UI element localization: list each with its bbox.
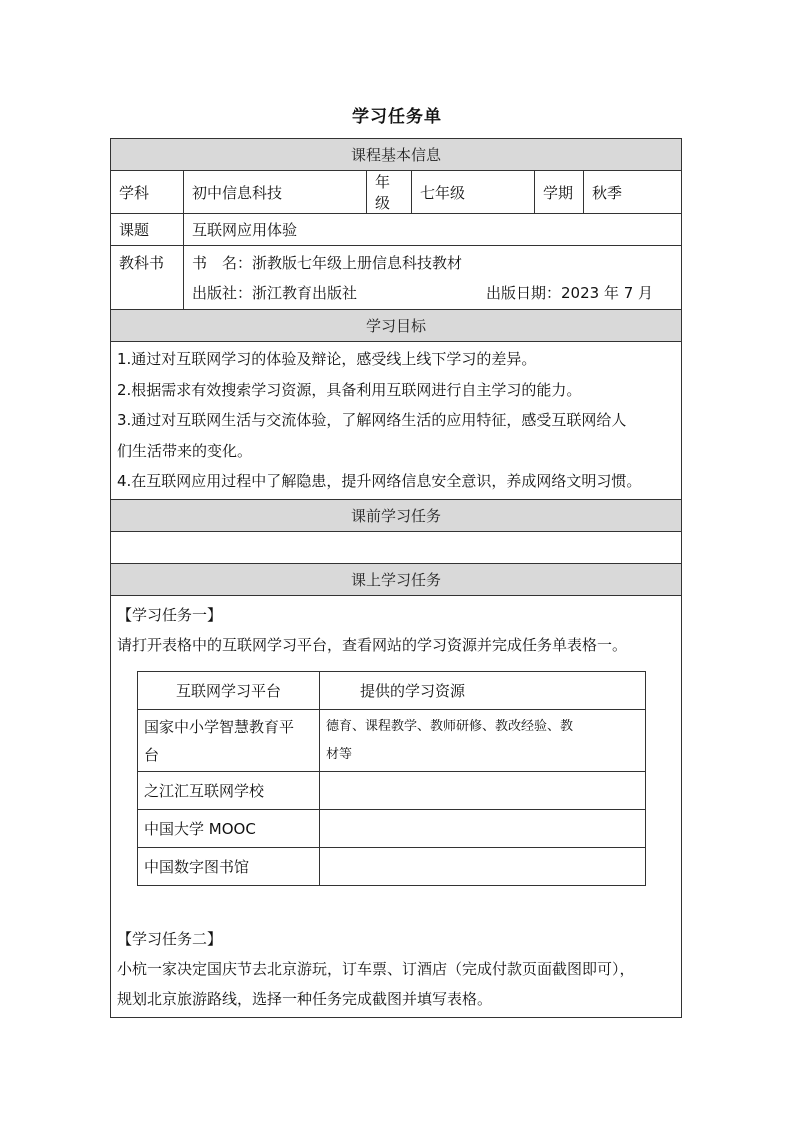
- platform-cell: [138, 710, 320, 772]
- table-row: [138, 810, 646, 848]
- publish-date: 出版日期：2023 年 7 月: [486, 284, 654, 302]
- resource-cell[interactable]: [320, 772, 646, 810]
- objective-item: 4.在互联网应用过程中了解隐患，提升网络信息安全意识，养成网络文明习惯。: [117, 472, 642, 491]
- objective-item: 1.通过对互联网学习的体验及辩论，感受线上线下学习的差异。: [117, 350, 537, 369]
- subject-value: 初中信息科技: [184, 171, 367, 214]
- resource-cell[interactable]: [320, 848, 646, 886]
- publisher-line: [192, 278, 673, 308]
- objective-item: 们生活带来的变化。: [117, 441, 253, 460]
- platform-name-line: 台: [144, 745, 160, 764]
- objectives-list: [111, 342, 682, 500]
- objectives-header: 学习目标: [111, 310, 682, 342]
- publisher: 出版社：浙江教育出版社: [192, 284, 358, 302]
- resource-cell[interactable]: [320, 710, 646, 772]
- grade-value: 七年级: [412, 171, 535, 214]
- term-value: 秋季: [584, 171, 682, 214]
- table-row: [138, 710, 646, 772]
- platform-col-header: 互联网学习平台: [138, 672, 320, 710]
- resource-col-header: 提供的学习资源: [320, 672, 646, 710]
- grade-label: 年级: [367, 171, 412, 214]
- task2-description-line: 规划北京旅游路线，选择一种任务完成截图并填写表格。: [117, 990, 493, 1008]
- term-label: 学期: [535, 171, 584, 214]
- book-name: 书 名：浙教版七年级上册信息科技教材: [192, 254, 463, 272]
- in-class-header: 课上学习任务: [111, 564, 682, 596]
- table-row: [138, 772, 646, 810]
- platform-name-line: 国家中小学智慧教育平: [144, 717, 295, 736]
- platform-cell: 中国数字图书馆: [138, 848, 320, 886]
- platform-table: [137, 671, 646, 886]
- resource-text-line: 德育、课程教学、教师研修、教改经验、教: [326, 718, 574, 734]
- task1-title: 【学习任务一】: [117, 606, 223, 624]
- topic-value: 互联网应用体验: [184, 214, 682, 246]
- pre-class-header: 课前学习任务: [111, 500, 682, 532]
- basic-info-header: 课程基本信息: [111, 139, 682, 171]
- in-class-content: [111, 596, 682, 1018]
- task-sheet-table: [110, 138, 682, 1018]
- objective-item: 2.根据需求有效搜索学习资源，具备利用互联网进行自主学习的能力。: [117, 380, 582, 399]
- platform-cell: 中国大学 MOOC: [138, 810, 320, 848]
- platform-cell: 之江汇互联网学校: [138, 772, 320, 810]
- textbook-info: [184, 246, 682, 310]
- textbook-label: 教科书: [111, 246, 184, 310]
- pre-class-content[interactable]: [111, 532, 682, 564]
- page-title: 学习任务单: [352, 107, 442, 127]
- topic-label: 课题: [111, 214, 184, 246]
- task2-title: 【学习任务二】: [117, 930, 223, 948]
- task1-description: 请打开表格中的互联网学习平台，查看网站的学习资源并完成任务单表格一。: [117, 636, 628, 654]
- book-name-line: [192, 248, 673, 278]
- subject-label: 学科: [111, 171, 184, 214]
- task2-description-line: 小杭一家决定国庆节去北京游玩，订车票、订酒店（完成付款页面截图即可），: [117, 960, 635, 978]
- objective-item: 3.通过对互联网生活与交流体验，了解网络生活的应用特征，感受互联网给人: [117, 411, 627, 430]
- resource-cell[interactable]: [320, 810, 646, 848]
- resource-text-line: 材等: [326, 746, 353, 762]
- table-row: [138, 848, 646, 886]
